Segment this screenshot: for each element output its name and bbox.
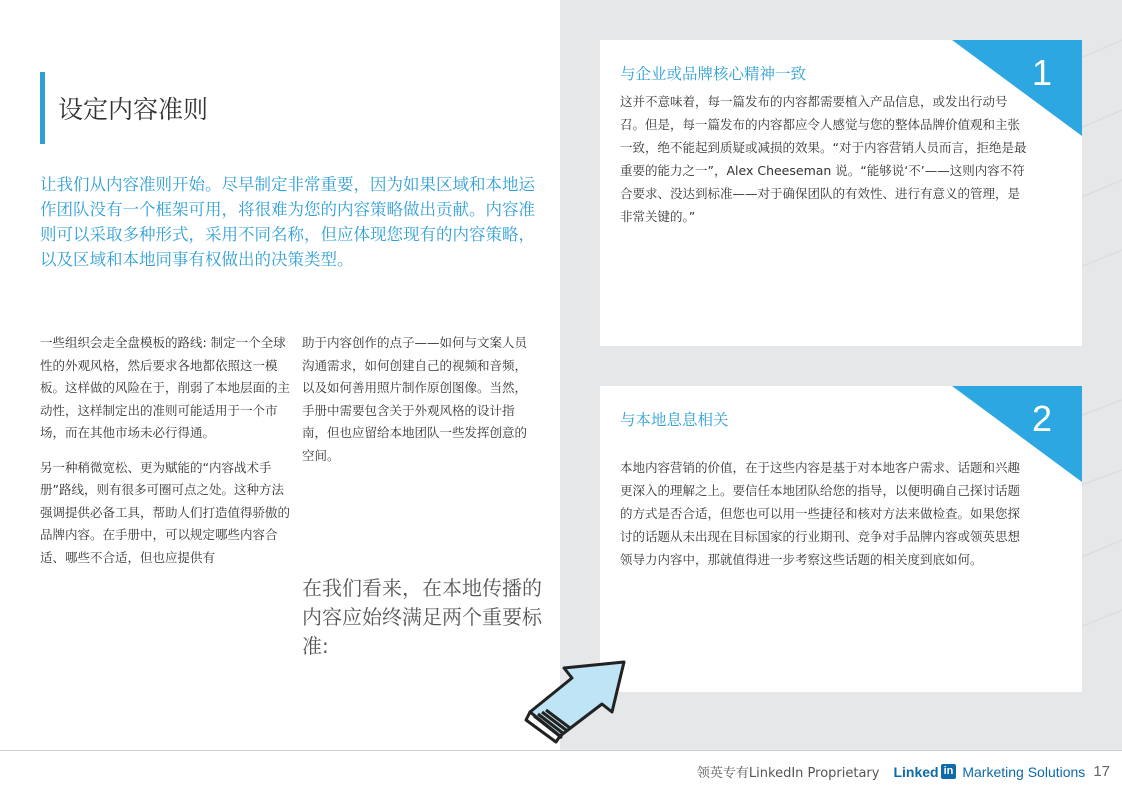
body-column-2 (302, 332, 538, 479)
page-title: 设定内容准则 (58, 95, 209, 124)
body-paragraph: 另一种稍微宽松、更为赋能的“内容战术手册”路线，则有很多可圈可点之处。这种方法强调提供必备工具，帮助人们打造值得骄傲的品牌内容。在手册中，可以规定哪些内容合适、哪些不合适，但也应提供有 (40, 459, 291, 565)
body-column-1 (40, 332, 290, 581)
criterion-body: 这并不意味着，每一篇发布的内容都需要植入产品信息，或发出行动号召。但是，每一篇发布的内容都应令人感觉与您的整体品牌价值观和主张一致，绝不能起到质疑或减损的效果。“对于内容营销人员而言，拒绝是最重要的能力之一”，Alex Cheeseman 说。“能够说‘不’——这则内容不符合要求、没达到标准——对于确保团队的有效性、进行有意义的管理，是非常关键的。” (620, 94, 1027, 224)
marketing-solutions-label: Marketing Solutions (962, 763, 1086, 780)
criterion-number: 1 (1031, 52, 1052, 93)
page-number: 17 (1093, 763, 1110, 780)
footer-divider (0, 750, 1122, 751)
criterion-title: 与本地息息相关 (620, 411, 729, 429)
title-accent-bar (40, 72, 45, 144)
criterion-title: 与企业或品牌核心精神一致 (620, 65, 807, 83)
pull-quote: 在我们看来，在本地传播的内容应始终满足两个重要标准: (302, 576, 542, 658)
proprietary-label: 领英专有LinkedIn Proprietary (696, 766, 880, 781)
criterion-card-1 (600, 40, 1082, 346)
arrow-pointer-icon (516, 650, 636, 745)
criterion-card-2 (600, 386, 1082, 692)
criterion-number: 2 (1031, 398, 1052, 439)
linkedin-logo-text: Linked (893, 763, 939, 780)
intro-paragraph: 让我们从内容准则开始。尽早制定非常重要，因为如果区域和本地运作团队没有一个框架可用，将很难为您的内容策略做出贡献。内容准则可以采取多种形式，采用不同名称，但应体现您现有的内容策略，以及区域和本地同事有权做出的决策类型。 (40, 175, 535, 269)
criterion-body: 本地内容营销的价值，在于这些内容是基于对本地客户需求、话题和兴趣更深入的理解之上。要信任本地团队给您的指导，以便明确自己探讨话题的方式是否合适，但您也可以用一些捷径和核对方法来做检查。如果您探讨的话题从未出现在目标国家的行业期刊、竞争对手品牌内容或领英思想领导力内容中，那就值得进一步考察这些话题的相关度到底如何。 (620, 460, 1021, 567)
linkedin-in-icon: in (941, 764, 957, 779)
footer (697, 762, 1110, 781)
body-paragraph: 一些组织会走全盘模板的路线: 制定一个全球性的外观风格，然后要求各地都依照这一模板。这样做的风险在于，削弱了本地层面的主动性，这样制定出的准则可能适用于一个市场，而在其他市场未必行得通。 (40, 335, 291, 440)
body-paragraph: 助于内容创作的点子——如何与文案人员沟通需求，如何创建自己的视频和音频，以及如何善用照片制作原创图像。当然，手册中需要包含关于外观风格的设计指南，但也应留给本地团队一些发挥创意的空间。 (302, 335, 528, 463)
